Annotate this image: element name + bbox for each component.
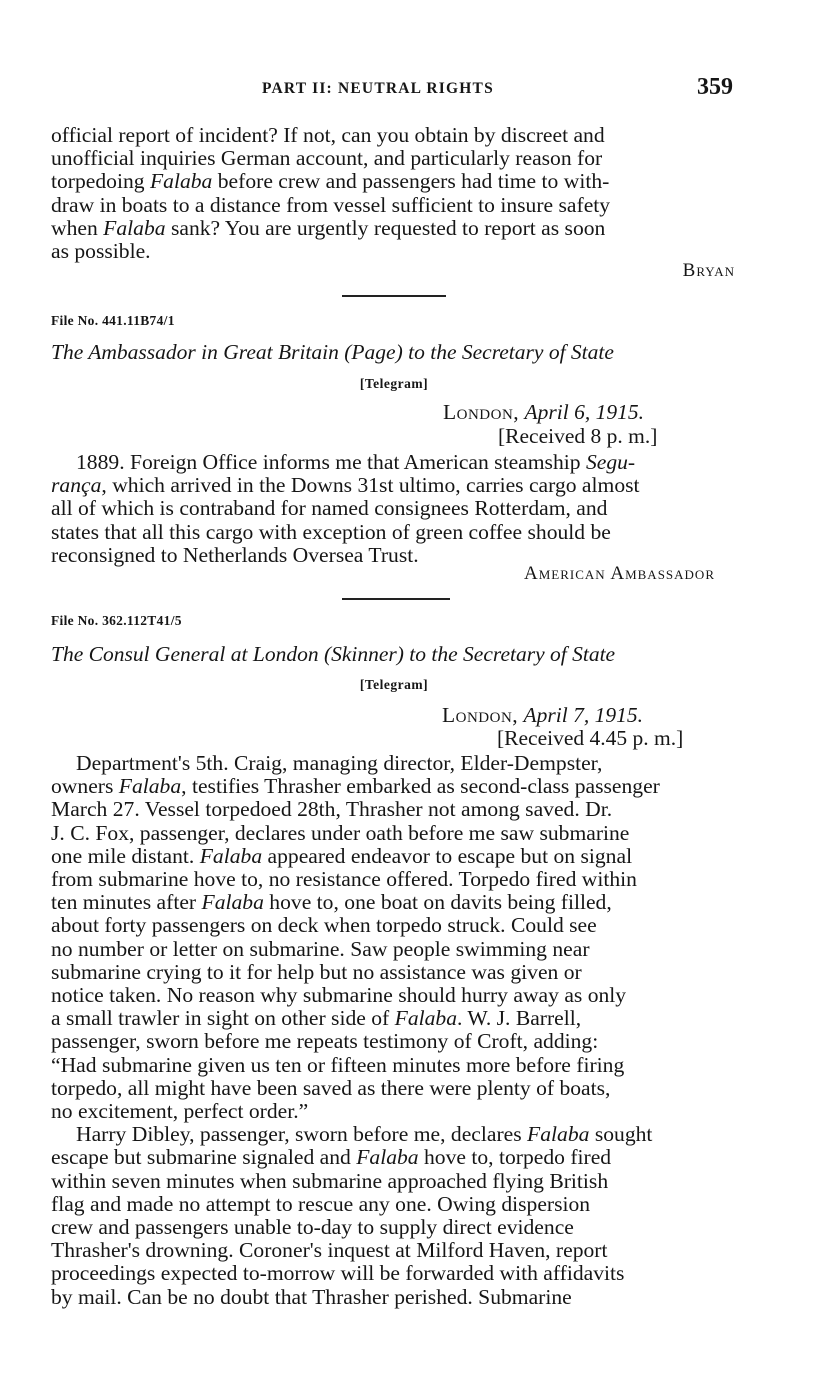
text-line (51, 451, 739, 474)
text-line (51, 938, 739, 961)
text-run: Falaba (118, 774, 182, 799)
text-line (51, 1286, 739, 1309)
text-line (51, 1123, 739, 1146)
text-line (51, 868, 739, 891)
file-number: File No. 441.11B74/1 (51, 313, 175, 328)
paragraph (51, 752, 739, 1123)
running-head: PART II: NEUTRAL RIGHTS (262, 80, 494, 97)
text-run: from submarine hove to, no resistance offered. Torpedo fired within (51, 867, 637, 892)
section-divider (342, 598, 450, 600)
text-run: as possible. (51, 239, 151, 264)
text-run: , which arrived in the Downs 31st ultimo, carries cargo almost (101, 473, 640, 498)
text-line (51, 497, 739, 520)
text-line (51, 1100, 739, 1123)
text-line (51, 891, 739, 914)
text-run: hove to, torpedo fired (418, 1145, 612, 1170)
document-title: The Ambassador in Great Britain (Page) to the Secretary of State (51, 340, 614, 364)
text-run: passenger, sworn before me repeats testimony of Croft, adding: (51, 1029, 599, 1054)
text-line (51, 914, 739, 937)
telegram-body (51, 451, 739, 567)
paragraph (51, 1123, 739, 1309)
text-line (51, 194, 739, 217)
text-run: Department's 5th. Craig, managing director, Elder-Dempster, (76, 751, 603, 775)
text-line (51, 1239, 739, 1262)
text-run: sought (589, 1122, 653, 1147)
section-divider (342, 295, 446, 297)
telegram-body (51, 752, 739, 1309)
text-run: no number or letter on submarine. Saw people swimming near (51, 936, 590, 961)
text-run: Falaba (103, 215, 166, 240)
text-run: crew and passengers unable to-day to supply direct evidence (51, 1215, 574, 1240)
dateline-place: London, (442, 703, 519, 727)
dateline (443, 400, 644, 425)
text-run: proceedings expected to-morrow will be forwarded with affidavits (51, 1261, 625, 1286)
text-run: notice taken. No reason why submarine should hurry away as only (51, 983, 627, 1008)
text-line (51, 474, 739, 497)
text-run: before crew and passengers had time to with- (212, 169, 610, 194)
text-run: Falaba (199, 843, 263, 868)
text-line (51, 1193, 739, 1216)
text-run: , testifies Thrasher embarked as second-class passenger (181, 774, 660, 799)
text-line (51, 845, 739, 868)
text-line (51, 147, 739, 170)
text-run: a small trawler in sight on other side of (51, 1006, 395, 1031)
text-line (51, 170, 739, 193)
dateline (442, 703, 643, 728)
text-run: submarine crying to it for help but no assistance was given or (51, 959, 582, 984)
text-run: hove to, one boat on davits being filled, (263, 890, 612, 915)
signature-bryan: Bryan (682, 260, 735, 281)
text-run: draw in boats to a distance from vessel sufficient to insure safety (51, 192, 611, 217)
text-line (51, 1054, 739, 1077)
text-run: sank? You are urgently requested to report as soon (165, 215, 606, 240)
text-run: flag and made no attempt to rescue any one. Owing dispersion (51, 1191, 591, 1216)
text-run: Falaba (356, 1145, 419, 1170)
text-run: Segu- (585, 450, 636, 474)
text-run: Falaba (527, 1122, 590, 1147)
text-line (51, 521, 739, 544)
text-run: all of which is contraband for named consignees Rotterdam, and (51, 496, 608, 521)
text-line (51, 798, 739, 821)
text-line (51, 1170, 739, 1193)
text-run: states that all this cargo with exception of green coffee should be (51, 519, 611, 544)
received-time: [Received 8 p. m.] (498, 424, 658, 448)
text-line (51, 1030, 739, 1053)
text-run: 1889. Foreign Office informs me that American steamship (76, 450, 586, 474)
document-title: The Consul General at London (Skinner) to the Secretary of State (51, 642, 616, 666)
text-run: no excitement, perfect order.” (51, 1099, 309, 1124)
telegram-label: [Telegram] (359, 677, 429, 692)
text-run: March 27. Vessel torpedoed 28th, Thrasher not among saved. Dr. (51, 797, 613, 822)
text-line (51, 752, 739, 775)
text-run: Falaba (394, 1006, 458, 1031)
text-run: rança (51, 473, 102, 498)
page-number: 359 (697, 74, 733, 100)
text-run: Falaba (149, 169, 213, 194)
text-line (51, 1262, 739, 1285)
text-run: Thrasher's drowning. Coroner's inquest at Milford Haven, report (51, 1238, 608, 1263)
text-run: torpedoing (51, 169, 150, 194)
text-line (51, 1007, 739, 1030)
dateline-place: London, (443, 400, 520, 424)
text-line (51, 984, 739, 1007)
text-line (51, 1146, 739, 1169)
text-run: ten minutes after (51, 890, 202, 915)
text-line (51, 124, 739, 147)
text-line (51, 217, 739, 240)
text-run: “Had submarine given us ten or fifteen minutes more before firing (51, 1052, 625, 1077)
text-run: appeared endeavor to escape but on signal (262, 843, 633, 868)
text-run: escape but submarine signaled and (51, 1145, 357, 1170)
text-line (51, 961, 739, 984)
text-run: official report of incident? If not, can you obtain by discreet and (51, 123, 605, 147)
dateline-date: April 7, 1915. (523, 703, 643, 727)
text-run: Falaba (201, 890, 264, 915)
continuation-paragraph (51, 124, 739, 263)
text-run: Harry Dibley, passenger, sworn before me, declares (76, 1122, 528, 1147)
text-line (51, 1216, 739, 1239)
telegram-label: [Telegram] (359, 376, 429, 391)
text-run: unofficial inquiries German account, and particularly reason for (51, 146, 603, 171)
text-run: one mile distant. (51, 843, 200, 868)
text-run: when (51, 215, 104, 240)
text-run: by mail. Can be no doubt that Thrasher perished. Submarine (51, 1284, 572, 1309)
text-line (51, 775, 739, 798)
received-time: [Received 4.45 p. m.] (497, 726, 684, 750)
text-line (51, 822, 739, 845)
text-run: about forty passengers on deck when torpedo struck. Could see (51, 913, 597, 938)
file-number: File No. 362.112T41/5 (51, 613, 182, 628)
text-line (51, 1077, 739, 1100)
text-run: J. C. Fox, passenger, declares under oath before me saw submarine (51, 820, 630, 845)
text-run: . W. J. Barrell, (457, 1006, 582, 1031)
text-run: owners (51, 774, 119, 799)
dateline-date: April 6, 1915. (524, 400, 644, 424)
text-run: within seven minutes when submarine approached flying British (51, 1168, 609, 1193)
signature-american-ambassador: American Ambassador (523, 563, 715, 584)
text-run: reconsigned to Netherlands Oversea Trust. (51, 542, 419, 567)
text-run: torpedo, all might have been saved as there were plenty of boats, (51, 1075, 611, 1100)
